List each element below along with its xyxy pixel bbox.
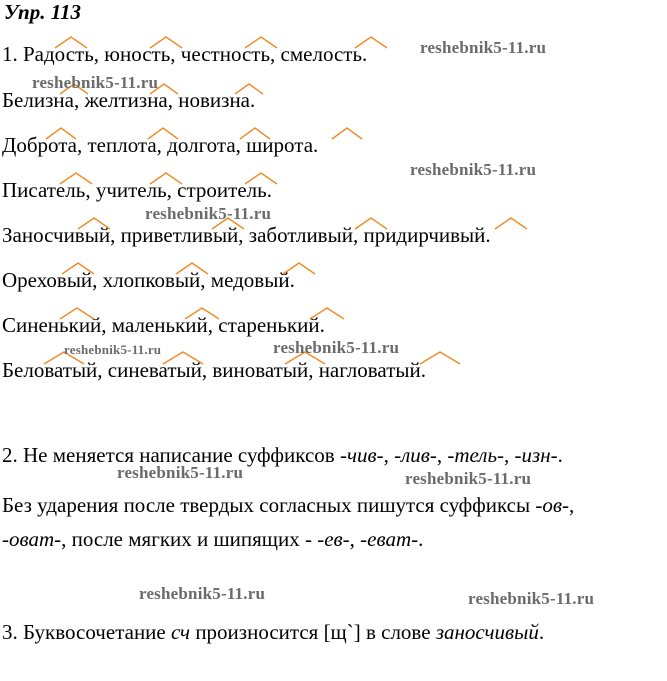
suffix-arc-icon <box>332 128 362 139</box>
p2-comma-1: , <box>383 443 395 467</box>
p4-suffix-3: -еват- <box>360 527 419 551</box>
p2-comma-2: , <box>436 443 448 467</box>
p2-suffix-4: -изн- <box>514 443 558 467</box>
answer-paragraph-4 <box>2 620 544 644</box>
p3-lead: Без ударения после твердых согласных пишутся суффиксы <box>2 493 536 517</box>
watermark: reshebnik5-11.ru <box>32 73 159 92</box>
answer-paragraph-2 <box>2 443 563 467</box>
text-line-7: Синенький, маленький, старенький. <box>2 313 325 337</box>
p4-mid: , после мягких и шипящих - <box>61 527 318 551</box>
p5-word: заносчивый <box>435 620 539 644</box>
watermark: reshebnik5-11.ru <box>145 204 272 223</box>
watermark: reshebnik5-11.ru <box>405 469 532 488</box>
p3-suffix-1: -ов- <box>535 493 569 517</box>
p2-suffix-2: -лив- <box>394 443 437 467</box>
p2-suffix-1: -чив- <box>339 443 384 467</box>
suffix-arc-icon <box>495 218 527 229</box>
watermark: reshebnik5-11.ru <box>64 342 162 357</box>
p5-lead: 3. Буквосочетание <box>2 620 171 644</box>
watermark: reshebnik5-11.ru <box>468 589 595 608</box>
watermark: reshebnik5-11.ru <box>420 38 547 57</box>
p5-end: . <box>538 620 545 644</box>
answer-paragraph-3-line-1 <box>2 493 574 517</box>
p4-suffix-1: -оват- <box>2 527 62 551</box>
text-line-5: Заносчивый, приветливый, заботливый, придирчивый. <box>2 223 491 247</box>
watermark: reshebnik5-11.ru <box>410 160 537 179</box>
text-line-3: Доброта, теплота, долгота, широта. <box>2 133 319 157</box>
suffix-arc-icon <box>420 352 460 364</box>
p4-end: . <box>418 527 424 551</box>
text-line-1: 1. Радость, юность, честность, смелость. <box>2 42 368 66</box>
p3-comma: , <box>568 493 575 517</box>
text-line-4: Писатель, учитель, строитель. <box>2 178 272 202</box>
p2-comma-3: , <box>504 443 515 467</box>
text-line-6: Ореховый, хлопковый, медовый. <box>2 268 295 292</box>
p4-suffix-2: -ев- <box>317 527 350 551</box>
watermark: reshebnik5-11.ru <box>273 338 400 357</box>
p2-lead: 2. Не меняется написание суффиксов <box>2 443 340 467</box>
exercise-title: Упр. 113 <box>4 0 82 24</box>
p2-end: . <box>557 443 563 467</box>
p4-comma: , <box>349 527 361 551</box>
answer-paragraph-3-line-2 <box>2 527 423 551</box>
text-line-8: Беловатый, синеватый, виноватый, нагловатый. <box>2 358 426 382</box>
p5-letters: сч <box>171 620 191 644</box>
watermark: reshebnik5-11.ru <box>139 584 266 603</box>
p5-mid: произносится [щ`] в слове <box>190 620 436 644</box>
watermark: reshebnik5-11.ru <box>117 463 244 482</box>
p2-suffix-3: -тель- <box>447 443 505 467</box>
text-line-2: Белизна, желтизна, новизна. <box>2 88 256 112</box>
